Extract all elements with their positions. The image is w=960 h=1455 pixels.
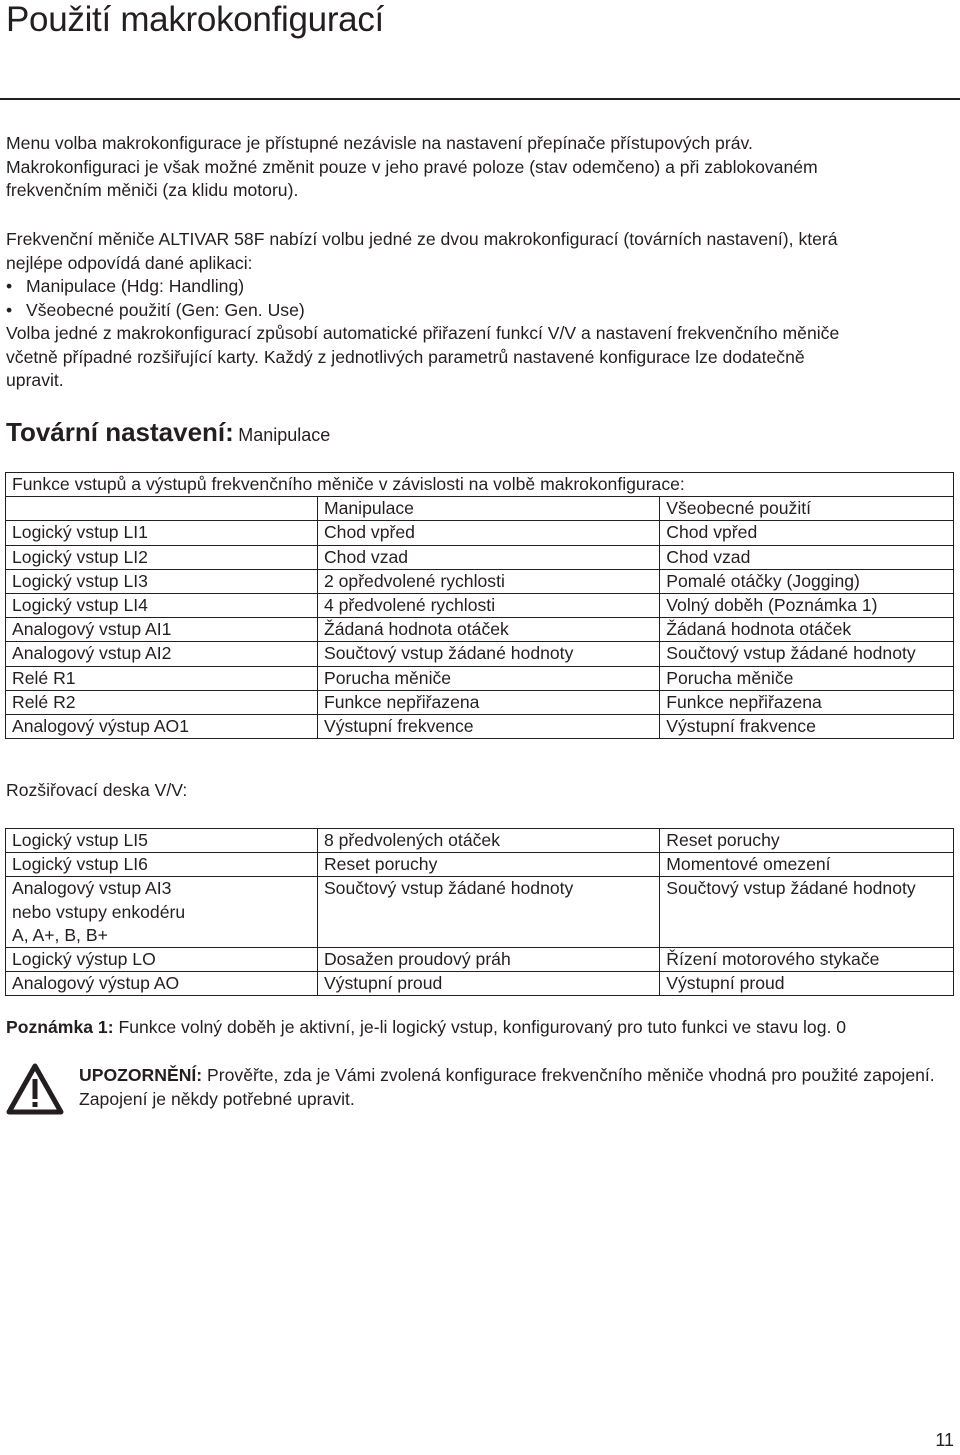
table-cell: Výstupní proud — [660, 972, 954, 996]
text-line: upravit. — [6, 370, 64, 390]
table-cell: Logický vstup LI6 — [6, 853, 318, 877]
text-line: nejlépe odpovídá dané aplikaci: — [6, 252, 253, 273]
bullet-item — [6, 275, 951, 299]
warning-text: Prověřte, zda je Vámi zvolená konfigurace frekvenčního měniče vhodná pro použité zapojení. Zapojení je někdy potřebné upravit. — [79, 1065, 935, 1109]
table-cell: Dosažen proudový práh — [317, 948, 659, 972]
page-title: Použití makrokonfigurací — [6, 0, 384, 39]
table-header-cell: Všeobecné použití — [660, 497, 954, 521]
table-cell: Součtový vstup žádané hodnoty — [317, 642, 659, 666]
table-row — [6, 715, 954, 739]
table-cell: Funkce nepřiřazena — [660, 690, 954, 714]
table-cell: Analogový výstup AO — [6, 972, 318, 996]
warning-block — [79, 1064, 959, 1111]
intro-paragraph-2 — [6, 228, 951, 393]
table-cell: Chod vpřed — [660, 521, 954, 545]
table-cell: 4 předvolené rychlosti — [317, 594, 659, 618]
table-cell: Porucha měniče — [317, 666, 659, 690]
table-cell: Výstupní frakvence — [660, 715, 954, 739]
bullet-icon: • — [6, 299, 13, 320]
table-cell: Součtový vstup žádané hodnoty — [660, 642, 954, 666]
table-cell: Výstupní frekvence — [317, 715, 659, 739]
table-caption: Funkce vstupů a výstupů frekvenčního měniče v závislosti na volbě makrokonfigurace: — [6, 473, 954, 497]
table-row — [6, 690, 954, 714]
table-cell: Volný doběh (Poznámka 1) — [660, 594, 954, 618]
table-cell: Logický vstup LI2 — [6, 545, 318, 569]
bullet-text: Všeobecné použití (Gen: Gen. Use) — [26, 299, 305, 320]
table-cell: Analogový výstup AO1 — [6, 715, 318, 739]
table-cell: Analogový vstup AI2 — [6, 642, 318, 666]
table-cell: Funkce nepřiřazena — [317, 690, 659, 714]
table-row — [6, 829, 954, 853]
table-cell: 2 opředvolené rychlosti — [317, 569, 659, 593]
table-cell: Žádaná hodnota otáček — [317, 618, 659, 642]
text-line: Makrokonfiguraci je však možné změnit pouze v jeho pravé poloze (stav odemčeno) a při zablokovaném — [6, 156, 818, 177]
table-cell: Logický vstup LI5 — [6, 829, 318, 853]
table-cell: Analogový vstup AI1 — [6, 618, 318, 642]
table-cell: Součtový vstup žádané hodnoty — [660, 877, 954, 948]
table-cell: Chod vzad — [317, 545, 659, 569]
table-cell: 8 předvolených otáček — [317, 829, 659, 853]
expansion-board-table — [5, 828, 954, 996]
text-line: Volba jedné z makrokonfigurací způsobí automatické přiřazení funkcí V/V a nastavení frekvenčního měniče — [6, 323, 840, 343]
footnote-text: Funkce volný doběh je aktivní, je-li logický vstup, konfigurovaný pro tuto funkci ve stavu log. 0 — [118, 1017, 847, 1037]
table-header-cell: Manipulace — [317, 497, 659, 521]
table-cell: Chod vpřed — [317, 521, 659, 545]
table-cell: Porucha měniče — [660, 666, 954, 690]
table-cell: Logický vstup LI1 — [6, 521, 318, 545]
warning-triangle-icon — [6, 1063, 64, 1120]
table-cell: Relé R2 — [6, 690, 318, 714]
table-cell: Relé R1 — [6, 666, 318, 690]
table-cell: Reset poruchy — [317, 853, 659, 877]
table-cell: Logický vstup LI3 — [6, 569, 318, 593]
text-line: frekvenčním měniči (za klidu motoru). — [6, 180, 299, 200]
table-row — [6, 948, 954, 972]
table-cell: Žádaná hodnota otáček — [660, 618, 954, 642]
text-line: včetně případné rozšiřující karty. Každý z jednotlivých parametrů nastavené konfigurace lze dodatečně — [6, 346, 805, 367]
bullet-item — [6, 299, 951, 323]
table-header-cell — [6, 497, 318, 521]
text-line: Frekvenční měniče ALTIVAR 58F nabízí volbu jedné ze dvou makrokonfigurací (továrních nastavení), která — [6, 229, 838, 249]
cell-line: A, A+, B, B+ — [12, 924, 108, 945]
macro-config-table — [5, 472, 954, 739]
table-cell: Momentové omezení — [660, 853, 954, 877]
table-row — [6, 972, 954, 996]
table-caption-row — [6, 473, 954, 497]
table-header-row — [6, 497, 954, 521]
table-cell: Chod vzad — [660, 545, 954, 569]
table-cell: Řízení motorového stykače — [660, 948, 954, 972]
table-cell: Pomalé otáčky (Jogging) — [660, 569, 954, 593]
table-row — [6, 569, 954, 593]
table-row — [6, 642, 954, 666]
factory-setting-value: Manipulace — [238, 425, 331, 445]
table-row — [6, 521, 954, 545]
expansion-board-label: Rozšiřovací deska V/V: — [6, 780, 188, 800]
cell-line: Analogový vstup AI3 — [12, 878, 172, 899]
bullet-text: Manipulace (Hdg: Handling) — [26, 276, 245, 296]
text-line: Menu volba makrokonfigurace je přístupné nezávisle na nastavení přepínače přístupových práv. — [6, 133, 753, 153]
footnote — [6, 1017, 846, 1038]
intro-paragraph-1 — [6, 132, 951, 203]
table-row — [6, 618, 954, 642]
page-number: 11 — [935, 1430, 954, 1450]
bullet-icon: • — [6, 276, 13, 296]
table-row — [6, 545, 954, 569]
table-cell: Logický výstup LO — [6, 948, 318, 972]
table-cell: Reset poruchy — [660, 829, 954, 853]
factory-setting-heading: Tovární nastavení: — [6, 417, 234, 447]
table-cell — [6, 877, 318, 948]
warning-label: UPOZORNĚNÍ: — [79, 1065, 203, 1085]
factory-setting — [6, 417, 330, 448]
table-cell: Výstupní proud — [317, 972, 659, 996]
table-row — [6, 666, 954, 690]
table-cell: Logický vstup LI4 — [6, 594, 318, 618]
title-rule — [0, 98, 960, 100]
footnote-label: Poznámka 1: — [6, 1017, 114, 1037]
table-row — [6, 853, 954, 877]
table-row — [6, 877, 954, 948]
table-cell: Součtový vstup žádané hodnoty — [317, 877, 659, 948]
table-row — [6, 594, 954, 618]
cell-line: nebo vstupy enkodéru — [12, 901, 186, 922]
